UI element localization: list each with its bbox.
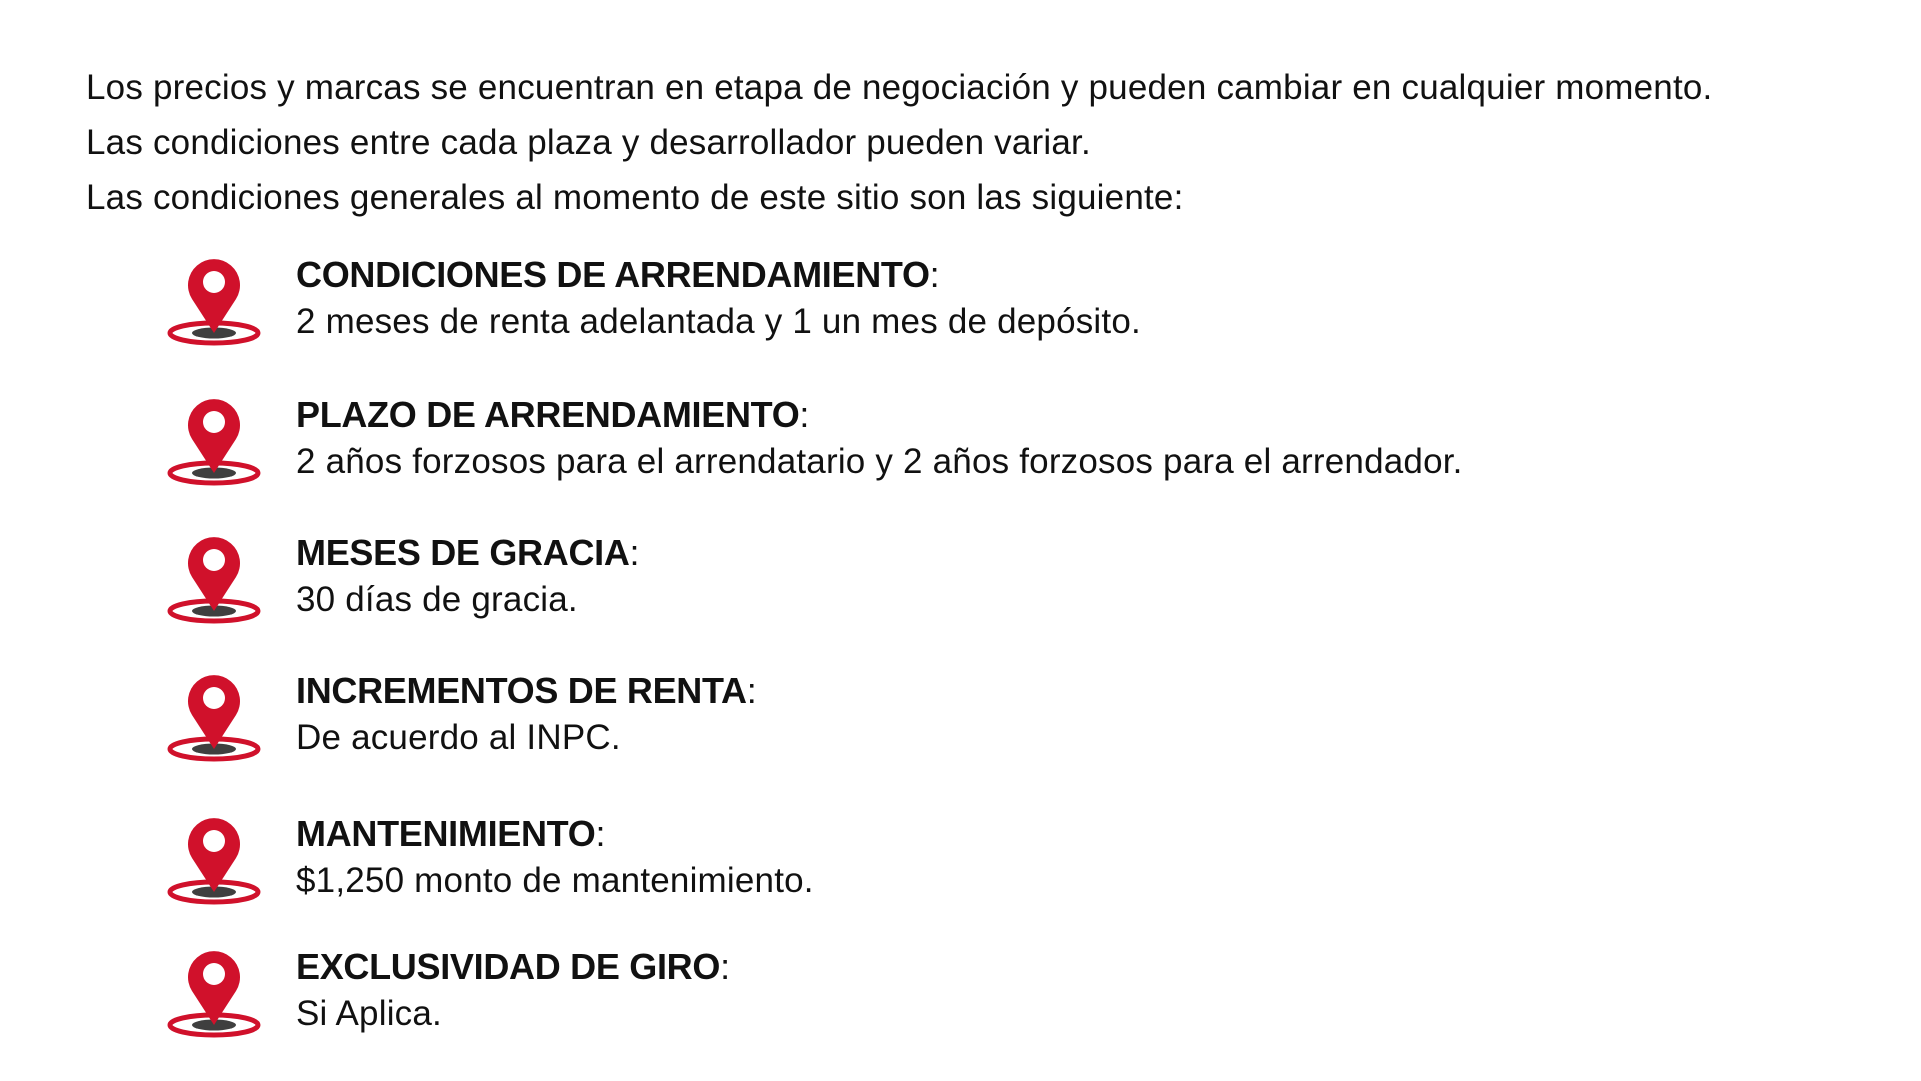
map-pin-icon — [164, 670, 264, 770]
condition-value: 2 meses de renta adelantada y 1 un mes de depósito. — [296, 302, 1141, 341]
condition-value: De acuerdo al INPC. — [296, 718, 621, 757]
intro-line-2: Las condiciones entre cada plaza y desarrollador pueden variar. — [86, 123, 1091, 162]
map-pin-icon — [164, 532, 264, 632]
condition-item-arrendamiento — [0, 254, 1921, 374]
condition-item-plazo — [0, 394, 1921, 514]
map-pin-icon — [164, 254, 264, 354]
condition-title: PLAZO DE ARRENDAMIENTO: — [296, 394, 810, 435]
condition-value: 2 años forzosos para el arrendatario y 2 años forzosos para el arrendador. — [296, 442, 1463, 481]
condition-value: 30 días de gracia. — [296, 580, 578, 619]
map-pin-icon — [164, 394, 264, 494]
condition-item-incrementos — [0, 670, 1921, 790]
condition-title: EXCLUSIVIDAD DE GIRO: — [296, 946, 730, 987]
condition-value: $1,250 monto de mantenimiento. — [296, 861, 814, 900]
condition-item-mantenimiento — [0, 813, 1921, 933]
condition-title: MANTENIMIENTO: — [296, 813, 606, 854]
condition-title: MESES DE GRACIA: — [296, 532, 640, 573]
intro-text — [86, 60, 1712, 225]
condition-value: Si Aplica. — [296, 994, 442, 1033]
intro-line-1: Los precios y marcas se encuentran en etapa de negociación y pueden cambiar en cualquier momento. — [86, 68, 1713, 107]
condition-title: CONDICIONES DE ARRENDAMIENTO: — [296, 254, 940, 295]
intro-line-3: Las condiciones generales al momento de este sitio son las siguiente: — [86, 178, 1184, 217]
condition-item-gracia — [0, 532, 1921, 652]
map-pin-icon — [164, 813, 264, 913]
condition-title: INCREMENTOS DE RENTA: — [296, 670, 757, 711]
map-pin-icon — [164, 946, 264, 1046]
condition-item-exclusividad — [0, 946, 1921, 1066]
